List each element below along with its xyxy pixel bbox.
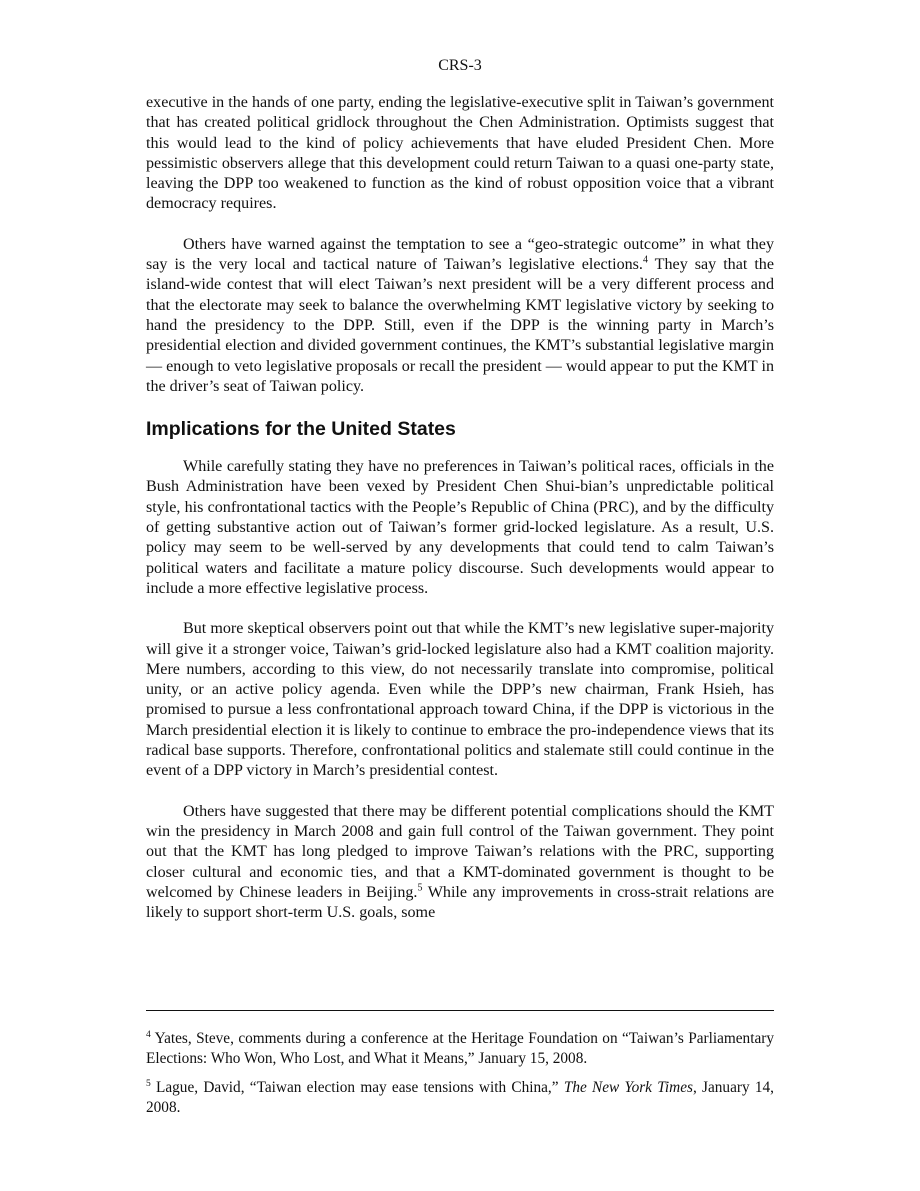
section-heading: Implications for the United States <box>146 418 456 441</box>
main-body <box>146 93 774 923</box>
paragraph-text: Others have suggested that there may be different potential complications should the KMT win the presidency in March 2008 and gain full control of the Taiwan government. They point out that the KMT has long pledged to improve Taiwan’s relations with the PRC, supporting closer cultural and economic ties, and that a KMT-dominated government is thought to be welcomed by Chinese leaders in Beijing. <box>146 802 774 901</box>
footnote-source-title: The New York Times <box>563 1079 693 1096</box>
footnotes-section <box>146 1029 774 1127</box>
footnote-ref-4[interactable]: 4 <box>642 254 648 266</box>
footnote-mark: 4 <box>146 1029 151 1040</box>
paragraph-continuation: executive in the hands of one party, ending the legislative-executive split in Taiwan’s government that has created political gridlock throughout the Chen Administration. Optimists suggest that this would lead to the kind of policy achievements that have eluded President Chen. More pessimistic observers allege that this development could return Taiwan to a quasi one-party state, leaving the DPP too weakened to function as the kind of robust opposition voice that a vibrant democracy requires. <box>146 94 774 213</box>
paragraph-bush-administration: While carefully stating they have no preferences in Taiwan’s political races, officials in the Bush Administration have been vexed by President Chen Shui-bian’s unpredictable political style, his confrontational tactics with the People’s Republic of China (PRC), and by the difficulty of getting substantive action out of Taiwan’s former grid-locked legislature. As a result, U.S. policy may seem to be well-served by any developments that could tend to calm Taiwan’s political waters and facilitate a mature policy discourse. Such developments would appear to include a more effective legislative process. <box>146 458 774 597</box>
paragraph-text: They say that the island-wide contest that will elect Taiwan’s next president will be a very different process and that the electorate may seek to balance the overwhelming KMT legislative victory by seeking to hand the presidency to the DPP. Still, even if the DPP is the winning party in March’s presidential election and divided government continues, the KMT’s substantial legislative margin — enough to veto legislative proposals or recall the president — would appear to put the KMT in the driver’s seat of Taiwan policy. <box>146 256 774 395</box>
footnote-mark: 5 <box>146 1078 151 1089</box>
footnote-5 <box>146 1078 774 1117</box>
footnote-text: , January 14, 2008. <box>146 1079 774 1116</box>
footnote-4 <box>146 1029 774 1068</box>
paragraph-kmt-presidency <box>146 802 774 924</box>
footnote-text: Lague, David, “Taiwan election may ease tensions with China,” <box>150 1079 564 1096</box>
footnote-ref-5[interactable]: 5 <box>417 882 423 894</box>
footnote-text: Yates, Steve, comments during a conference at the Heritage Foundation on “Taiwan’s Parliamentary Elections: Who Won, Who Lost, and What it Means,” January 15, 2008. <box>146 1030 774 1067</box>
paragraph-text: While any improvements in cross-strait relations are likely to support short-term U.S. goals, some <box>146 883 774 922</box>
paragraph-geo-strategic <box>146 235 774 397</box>
paragraph-skeptical-observers: But more skeptical observers point out that while the KMT’s new legislative super-majority will give it a stronger voice, Taiwan’s grid-locked legislature also had a KMT coalition majority. Mere numbers, according to this view, do not necessarily translate into compromise, political unity, or an active policy agenda. Even while the DPP’s new chairman, Frank Hsieh, has promised to pursue a less confrontational approach toward China, if the DPP is victorious in the March presidential election it is likely to continue to embrace the pro-independence views that its radical base supports. Therefore, confrontational politics and stalemate still could continue in the event of a DPP victory in March’s presidential contest. <box>146 620 774 780</box>
footnote-divider <box>146 1010 774 1011</box>
page-number-header: CRS-3 <box>438 57 482 74</box>
paragraph-text: Others have warned against the temptation to see a “geo-strategic outcome” in what they say is the very local and tactical nature of Taiwan’s legislative elections. <box>146 235 774 274</box>
